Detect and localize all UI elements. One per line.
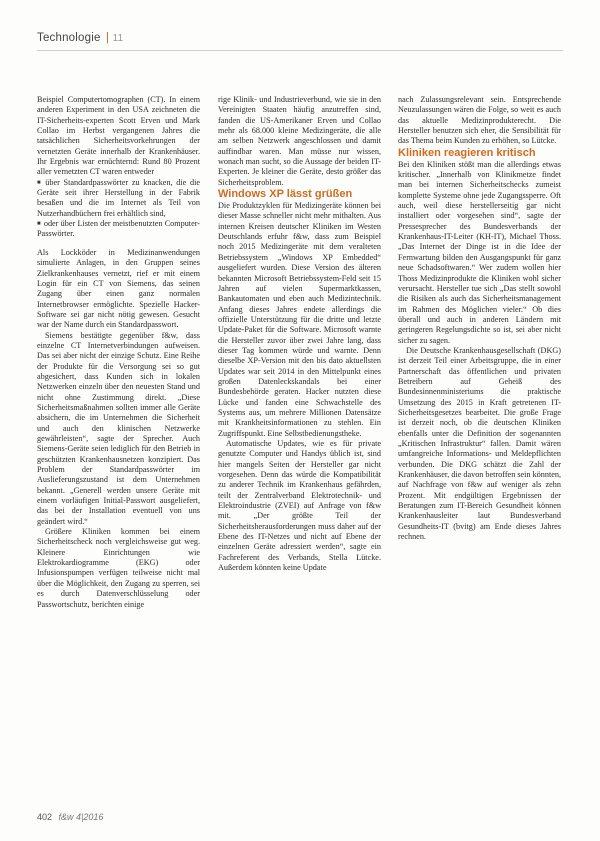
header-separator: | xyxy=(106,32,110,44)
section-subheading: Kliniken reagieren kritisch xyxy=(398,146,536,159)
bullet-paragraph: ■ oder über Listen der meistbenutzten Computer-Passwörter. xyxy=(37,219,200,240)
page-footer xyxy=(37,812,103,822)
body-paragraph: Als Lockköder in Medizinanwendungen simulierte Anlagen, in den Gruppen seines Zielkrankenhauses vernetzt, rief er mit einem Login für ein CT von Siemens, das seinen Zugang über einen ganz normalen Internetbrowser ermöglichte. Spezielle Hacker-Software sei gar nicht nötig gewesen. Gesucht war der Name durch ein Standardpasswort. xyxy=(37,247,200,330)
bullet-paragraph: ■ über Standardpasswörter zu knacken, die die Geräte seit ihrer Herstellung in der Fabrik besaßen und die im Internet als Teil von Nutzerhandbüchern frei erhältlich sind, xyxy=(37,178,200,219)
section-header xyxy=(37,32,123,44)
body-paragraph: Beispiel Computertomographen (CT). In einem anderen Experiment in den USA zeichneten die IT-Sicherheits-experten Scott Erven und Mark Collao im Herbst vergangenen Jahres die tatsächlichen Sicherheitsvorkehrungen der vernetzten Geräte innerhalb der Krankenhäuser. Ihr Ergebnis war ernüchternd: Rund 80 Prozent aller vernetzten CT waren entweder xyxy=(37,95,200,177)
text-column-3 xyxy=(398,95,561,542)
text-column-1 xyxy=(37,95,200,610)
page-number: 402 xyxy=(37,812,53,822)
header-page-hint: 11 xyxy=(112,33,124,44)
body-paragraph: rige Klinik- und Industrieverbund, wie sie in den Vereinigten Staaten häufig anzutreffen sind, fanden die US-Amerikaner Erven und Collao mehr als 68.000 kleine Medizingeräte, die alle am selben Netzwerk angeschlossen und damit auffindbar waren. Man müsse nur wissen, wonach man sucht, so die Aussage der beiden IT-Experten. Je kleiner die Geräte, desto größer das Sicherheitsproblem. xyxy=(218,95,381,187)
section-subheading: Windows XP lässt grüßen xyxy=(218,188,353,201)
header-rule xyxy=(37,50,563,51)
body-paragraph: Bei den Kliniken stößt man die allerdings etwas kritischer. „Innerhalb von Klinikmetze findet man bei internen Sicherheitschecks zumeist komplette Systeme ohne jede Zugangssperre. Oft auch, weil diese herstellerseitig gar nicht installiert oder vorgesehen sind“, sagte der Pressesprecher des Bundesverbands der Krankenhaus-IT-Leiter (KH-IT), Michael Thoss. „Das Internet der Dinge ist in die Idee der Fernwartung bilden den Ausgangspunkt für ganz neue Schadsoftwaren.“ Wer zudem wollen hier Thoss Medizinprodukte die Kliniken wohl sicher verursacht. Hersteller tue sich „Das stellt sowohl die Risiken als auch das Sicherheitsmanagement im Rahmen des Möglichen vieler.“ Ob dies überall und auch in anderen Ländern mit geringeren Regelungsdichte so ist, sei aber nicht sicher zu sagen. xyxy=(398,159,561,345)
text-column-2 xyxy=(218,95,381,573)
body-paragraph: Die Deutsche Krankenhausgesellschaft (DKG) ist derzeit Teil einer Arbeitsgruppe, die in einer Partnerschaft das öffentlichen und privaten Betreibern auf Geheiß des Bundesinnenministeriums die praktische Umsetzung des 2015 in Kraft getretenen IT-Sicherheitsgesetzes bearbeitet. Die große Frage ist derzeit noch, ob die deutschen Kliniken ebenfalls unter die Definition der sogenannten „Kritischen Infrastruktur“ fallen. Damit wären umfangreiche Informations- und Meldepflichten verbunden. Die DKG schätzt die Zahl der Krankenhäuser, die davon betroffen sein könnten, auf Nachfrage von f&w auf weniger als zehn Prozent. Mit endgültigen Ergebnissen der Beratungen zum IT-Bereich Gesundheit können Krankenhausleiter laut Bundesverband Gesundheits-IT (bvitg) am Ende dieses Jahres rechnen. xyxy=(398,345,561,542)
body-paragraph: Automatische Updates, wie es für private genutzte Computer und Handys üblich ist, sind hier mangels Seiten der Hersteller gar nicht vorgesehen. Denn das würde die Kompatibilität zu anderer Technik im Krankenhaus gefährden, teilt der Zentralverband Elektrotechnik- und Elektroindustrie (ZVEI) auf Anfrage von f&w mit. „Der größte Teil der Sicherheitsherausforderungen muss daher auf der Ebene des IT-Netzes und nicht auf Ebene der einzelnen Geräte adressiert werden“, sagte ein Fachreferent des Verbands, Stella Lütcke. Außerdem könnten keine Update xyxy=(218,439,381,573)
body-paragraph: Größere Kliniken kommen bei einem Sicherheitscheck noch vergleichsweise gut weg. Kleinere Einrichtungen wie Elektrokardiogramme (EKG) oder Infusionspumpen verfügen teilweise nicht mal über die Möglichkeit, den Zugang zu sperren, sei es durch Datenverschlüsselung oder Passwortschutz, berichten einige xyxy=(37,527,200,609)
magazine-name: f&w 4|2016 xyxy=(58,812,104,822)
section-title: Technologie xyxy=(37,32,101,44)
body-paragraph: nach Zulassungsrelevant sein. Entsprechende Neuzulassungen wären die Folge, so weit es auch das aktuelle Medizinprodukterecht. Die Hersteller benutzen sich eher, die Sensibilität für das Thema beim Kunden zu erhöhen, so Lütcke. xyxy=(398,95,561,146)
body-paragraph: Siemens bestätigte gegenüber f&w, dass einzelne CT Internetverbindungen aufweisen. Das sei aber nicht der einzige Schutz. Eine Reihe der Produkte für die Versorgung sei so gut abgesichert, dass Kunden sich in lokalen Netzwerken einzeln über den neuesten Stand und nicht ohne Zustimmung direkt. „Diese Sicherheitsmaßnahmen sollten immer alle Geräte absichern, die im Unternehmen die Sicherheit und auch den klinischen Netzwerke gewährleisten“, sagte der Sprecher. Auch Siemens-Geräte seien lediglich für den Betrieb in geschützten Krankenhausnetzen konzipiert. Das Problem der Standardpasswörter im Auslieferungszustand ist dem Unternehmen bekannt. „Generell werden unsere Geräte mit einem vorläufigen Initial-Passwort ausgeliefert, das bei der Installation eventuell von uns geändert wird.“ xyxy=(37,330,200,526)
body-paragraph: Die Produktzyklen für Medizingeräte können bei dieser Masse schneller nicht mehr mithalten. Aus internen Kreisen deutscher Kliniken im Westen Deutschlands erfuhr f&w, dass zum Beispiel noch 2015 Medizingeräte mit dem veralteten Betriebssystem „Windows XP Embedded“ ausgeliefert wurden. Diese Version des älteren bekannten Microsoft Betriebssystem-Feld seit 15 Jahren auf vielen Supermarktkassen, Bankautomaten und eben auch Medizintechnik. Anfang dieses Jahres endete allerdings die offizielle Unterstützung für die dritte und letzte Update-Paket für die Software. Microsoft warnte die Hersteller zuvor über zwei Jahre lang, dass dieser Tag kommen würde und warnte. Denn dieselbe XP-Version mit den bis dato aktuellsten Updates war seit 2014 in den Mittelpunkt eines großen Datenleckskandals bei einer Bundesbehörde geraten. Hacker nutzten diese Lücke und fanden eine Schwachstelle des Systems aus, um mehrere Millionen Datensätze mit Krankheitsinformationen zu stehlen. Ein Zugriffspunkt. Eine Selbstbedienungstheke. xyxy=(218,201,381,438)
